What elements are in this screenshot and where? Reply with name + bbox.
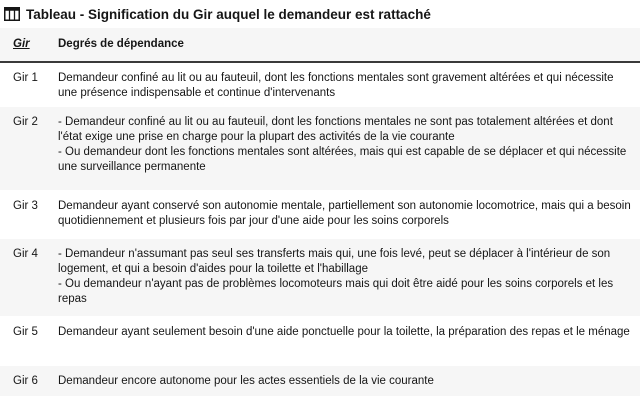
gir-table	[0, 28, 640, 397]
table-row	[0, 366, 640, 397]
table-icon	[4, 7, 20, 21]
description-line: Demandeur ayant conservé son autonomie mentale, partiellement son autonomie locomotrice, mais qui a besoin quotidiennement et plusieurs fois par jour d'une aide pour les soins corporels	[58, 200, 631, 227]
dependency-description	[48, 62, 640, 107]
description-line: Demandeur ayant seulement besoin d'une aide ponctuelle pour la toilette, la préparation des repas et le ménage	[58, 326, 630, 338]
table-row	[0, 107, 640, 191]
description-line: - Ou demandeur dont les fonctions mentales sont altérées, mais qui est capable de se déplacer et qui nécessite une surveillance permanente	[58, 146, 627, 173]
gir-level: Gir 1	[13, 72, 38, 84]
dependency-description	[48, 191, 640, 239]
dependency-description	[48, 366, 640, 397]
table-row	[0, 62, 640, 107]
dependency-description	[48, 107, 640, 191]
gir-level: Gir 2	[0, 107, 48, 191]
gir-level: Gir 6	[0, 366, 48, 397]
header-degree: Degrés de dépendance	[48, 28, 640, 62]
description-line: - Demandeur confiné au lit ou au fauteuil, dont les fonctions mentales ne sont pas totalement altérées et dont l'état exige une prise en charge pour la plupart des activités de la vie courante	[58, 116, 613, 143]
description-line: - Ou demandeur n'ayant pas de problèmes locomoteurs mais qui doit être aidé pour les soins corporels et les repas	[58, 278, 614, 305]
caption-text: Tableau - Signification du Gir auquel le demandeur est rattaché	[26, 6, 431, 22]
table-row	[0, 239, 640, 317]
gir-level: Gir 4	[0, 239, 48, 317]
dependency-description	[48, 317, 640, 366]
dependency-description	[48, 239, 640, 317]
header-gir: Gir	[0, 28, 48, 62]
gir-level: Gir 3	[13, 200, 38, 212]
table-caption	[0, 0, 640, 28]
table-row	[0, 191, 640, 239]
description-line: Demandeur encore autonome pour les actes essentiels de la vie courante	[58, 375, 434, 387]
table-row	[0, 317, 640, 366]
table-header-row	[0, 28, 640, 62]
description-line: Demandeur confiné au lit ou au fauteuil, dont les fonctions mentales sont gravement altérées et qui nécessite une présence indispensable et continue d'intervenants	[58, 72, 614, 99]
description-line: - Demandeur n'assumant pas seul ses transferts mais qui, une fois levé, peut se déplacer à l'intérieur de son logement, et qui a besoin d'aides pour la toilette et l'habillage	[58, 248, 611, 275]
gir-level: Gir 5	[13, 326, 38, 338]
